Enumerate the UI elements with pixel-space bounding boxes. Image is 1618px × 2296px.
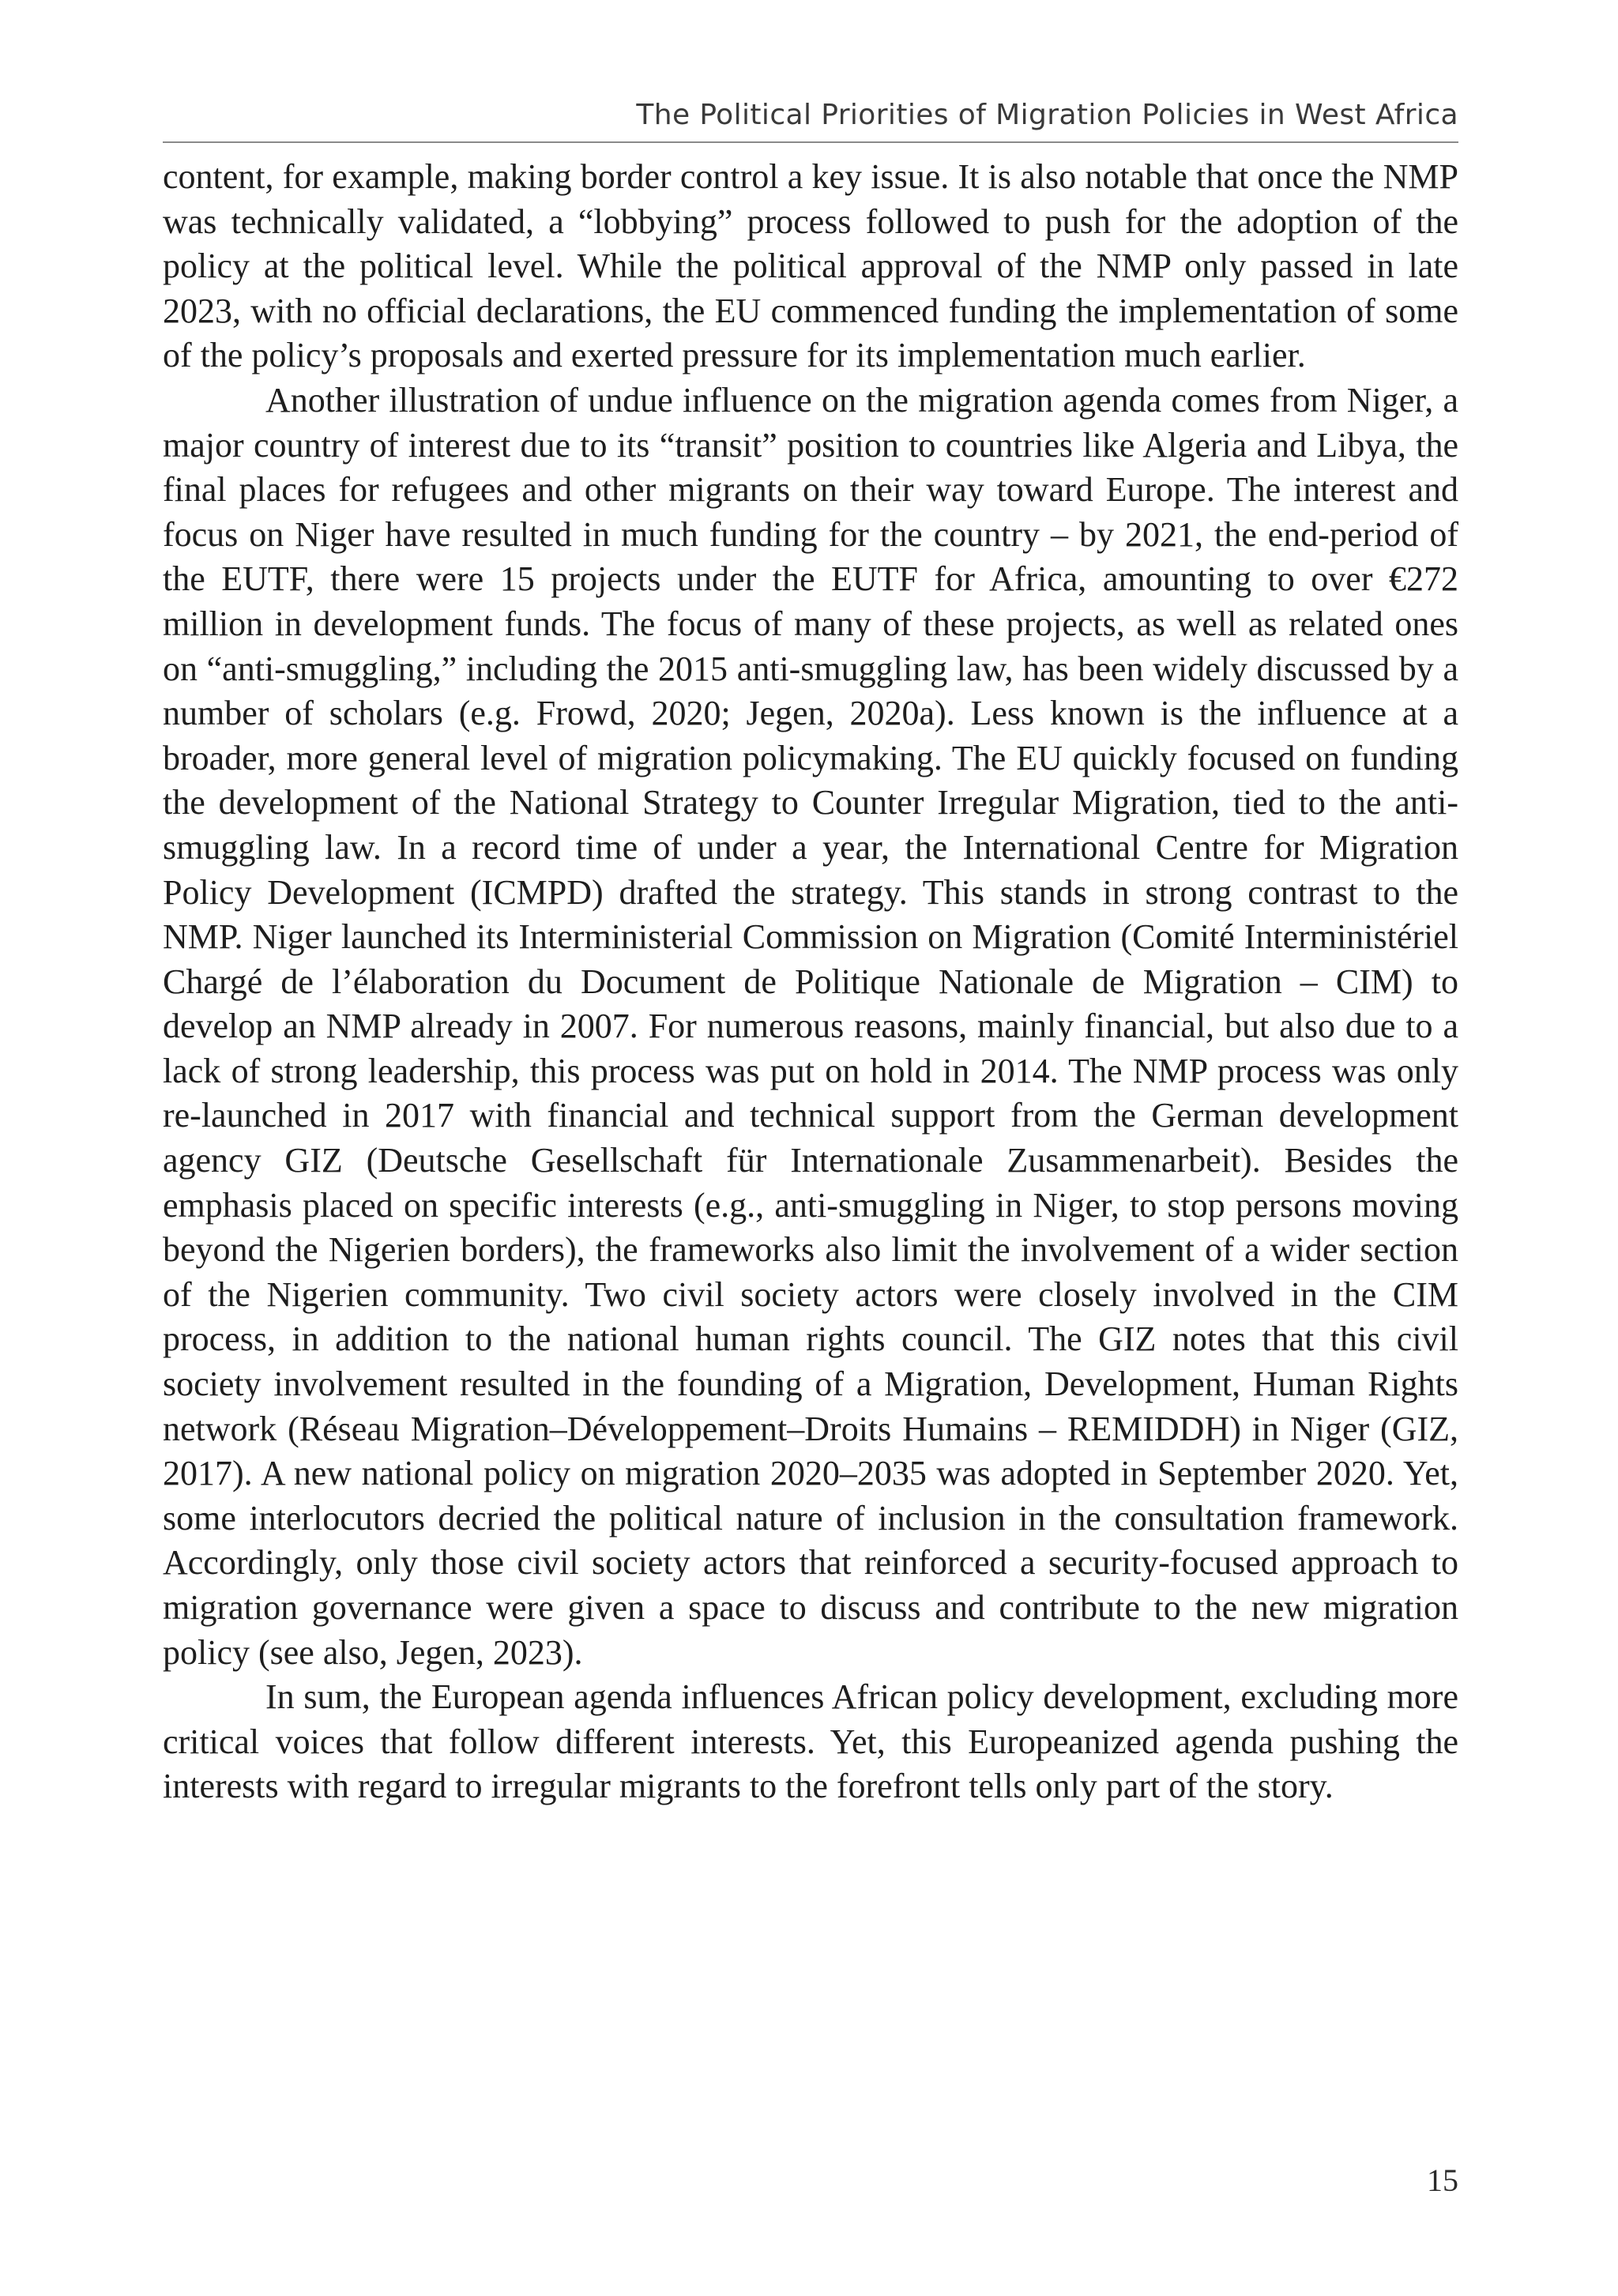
paragraph: content, for example, making border control a key issue. It is also notable that once the NMP was technically validated, a “lobbying” process followed to push for the adoption of the policy at the political level. While the political approval of the NMP only passed in late 2023, with no official declarations, the EU commenced funding the implementation of some of the policy’s proposals and exerted pressure for its implementation much earlier. [163,157,1458,375]
body-text [163,155,1458,1809]
page-number: 15 [1427,2162,1458,2198]
paragraph: Another illustration of undue influence on the migration agenda comes from Niger, a major country of interest due to its “transit” position to countries like Algeria and Libya, the final places for refugees and other migrants on their way toward Europe. The interest and focus on Niger have resulted in much funding for the country – by 2021, the end-period of the EUTF, there were 15 projects under the EUTF for Africa, amounting to over €272 million in development funds. The focus of many of these projects, as well as related ones on “anti-smuggling,” including the 2015 anti-smuggling law, has been widely discussed by a number of scholars (e.g. Frowd, 2020; Jegen, 2020a). Less known is the influence at a broader, more general level of migration policymaking. The EU quickly focused on funding the development of the National Strategy to Counter Irregular Migration, tied to the anti-smuggling law. In a record time of under a year, the International Centre for Migration Policy Development (ICMPD) drafted the strategy. This stands in strong contrast to the NMP. Niger launched its Interministerial Commission on Migration (Comité Interministériel Chargé de l’élaboration du Document de Politique Nationale de Migration – CIM) to develop an NMP already in 2007. For numerous reasons, mainly financial, but also due to a lack of strong leadership, this process was put on hold in 2014. The NMP process was only re-launched in 2017 with financial and technical support from the German development agency GIZ (Deutsche Gesellschaft für Internationale Zusammenarbeit). Besides the emphasis placed on specific interests (e.g., anti-smuggling in Niger, to stop persons moving beyond the Nigerien borders), the frameworks also limit the involvement of a wider section of the Nigerien community. Two civil society actors were closely involved in the CIM process, in addition to the national human rights council. The GIZ notes that this civil society involvement resulted in the founding of a Migration, Development, Human Rights network (Réseau Migration–Développement–Droits Humains – REMIDDH) in Niger (GIZ, 2017). A new national policy on migration 2020–2035 was adopted in September 2020. Yet, some interlocutors decried the political nature of inclusion in the consultation framework. Accordingly, only those civil society actors that reinforced a security-focused approach to migration governance were given a space to discuss and contribute to the new migration policy (see also, Jegen, 2023). [163,380,1458,1672]
paragraph: In sum, the European agenda influences African policy development, excluding more critical voices that follow different interests. Yet, this Europeanized agenda pushing the interests with regard to irregular migrants to the forefront tells only part of the story. [163,1677,1458,1806]
running-header: The Political Priorities of Migration Policies in West Africa [636,99,1458,131]
header-divider [163,141,1458,143]
